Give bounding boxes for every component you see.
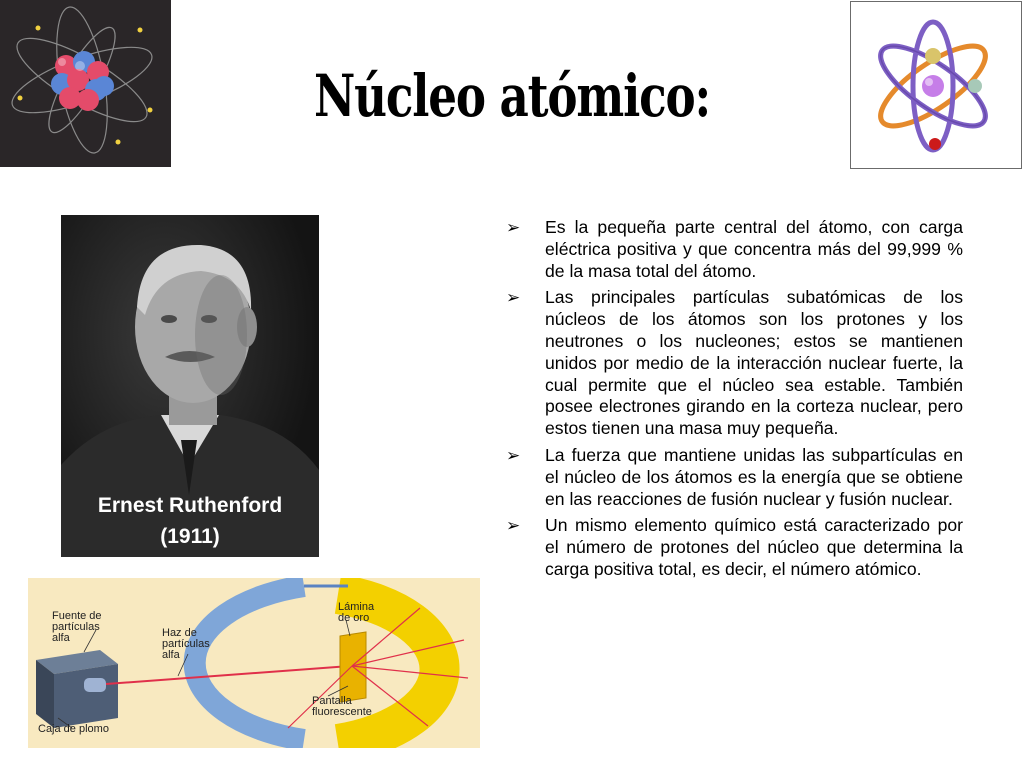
bullet-text: Las principales partículas subatómicas de los núcleos de los átomos son los protones y los neutrones o los nucleones; estos se mantienen unidos por medio de la interacción nuclear fuerte, la cual permite que el núcleo sea estable. También posee electrones girando en la corteza nuclear, pero estos tienen una masa muy pequeña. — [545, 287, 963, 439]
label-gold-foil: Lámina de oro — [338, 601, 375, 624]
bullet-text: La fuerza que mantiene unidas las subpartículas en el núcleo de los átomos es la energía que se obtiene en las reacciones de fusión nuclear y fusión nuclear. — [545, 444, 963, 509]
label-fluorescent-screen: Pantalla fluorescente — [312, 695, 372, 718]
atom-model-icon — [851, 2, 1021, 168]
label-alpha-source: Fuente de partículas alfa — [52, 610, 102, 644]
list-item — [504, 445, 963, 510]
slide-title: Núcleo atómico: — [314, 62, 710, 130]
nucleus-atom-illustration — [0, 0, 171, 167]
portrait-caption-name: Ernest Ruthenford — [97, 494, 283, 517]
arrow-bullet-icon: ➢ — [506, 288, 521, 308]
bullet-text: Un mismo elemento químico está caracterizado por el número de protones del núcleo que determina la carga positiva total, es decir, el número atómico. — [545, 515, 963, 579]
label-lead-box: Caja de plomo — [38, 723, 109, 735]
list-item — [504, 217, 963, 282]
label-alpha-beam: Haz de partículas alfa — [162, 627, 210, 661]
atom-diagram-illustration — [850, 1, 1022, 169]
gold-foil-experiment-diagram — [28, 578, 480, 748]
arrow-bullet-icon: ➢ — [506, 516, 521, 536]
portrait-caption-year: (1911) — [160, 525, 220, 548]
nucleus-bullet-list — [504, 217, 963, 586]
arrow-bullet-icon: ➢ — [506, 445, 521, 465]
list-item — [504, 287, 963, 440]
bullet-text: Es la pequeña parte central del átomo, con carga eléctrica positiva y que concentra más del 99,999 % de la masa total del átomo. — [545, 217, 963, 281]
arrow-bullet-icon: ➢ — [506, 218, 521, 237]
atom-orbits-icon — [0, 0, 171, 167]
list-item — [504, 515, 963, 580]
